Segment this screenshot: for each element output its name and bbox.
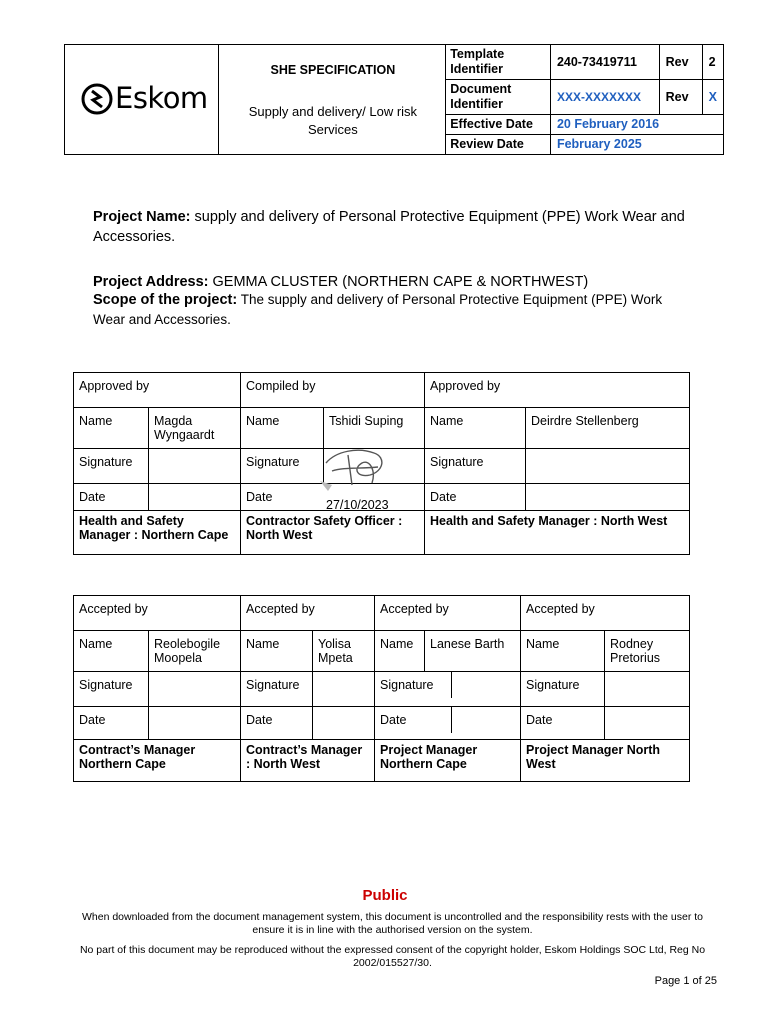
signature-label-2: Signature (241, 449, 324, 484)
approved-by-heading-1: Approved by (74, 373, 241, 408)
project-address-value: GEMMA CLUSTER (NORTHERN CAPE & NORTHWEST) (208, 274, 589, 290)
date-label-2: Date (246, 490, 273, 504)
signature-cell-3 (526, 449, 690, 484)
date-cell-2 (313, 707, 375, 740)
rev-value-2: X (702, 80, 723, 115)
review-date-value: February 2025 (550, 135, 723, 155)
rev-label-2: Rev (659, 80, 702, 115)
project-scope-value: The supply and delivery of Personal Protective Equipment (PPE) Work Wear and Accessories. (93, 292, 663, 327)
signature-label-3: Signature (425, 449, 526, 484)
name-label-3: Name (425, 408, 526, 449)
name-label-4: Name (521, 631, 605, 672)
approver-role-1: Health and Safety Manager : Northern Cape (74, 511, 241, 555)
approver-name-2: Deirdre Stellenberg (526, 408, 690, 449)
date-label-4: Date (521, 707, 605, 740)
project-address-label: Project Address: (93, 274, 209, 290)
approver-name-1: Magda Wyngaardt (149, 408, 241, 449)
name-label-2: Name (241, 408, 324, 449)
acceptance-table (73, 595, 690, 782)
acceptor-role-2: Contract’s Manager : North West (241, 740, 375, 782)
acceptor-role-3: Project Manager Northern Cape (375, 740, 521, 782)
project-address-paragraph (93, 272, 713, 292)
template-identifier-label: Template Identifier (446, 45, 551, 80)
template-identifier-value: 240-73419711 (550, 45, 659, 80)
project-name-label: Project Name: (93, 209, 191, 225)
page-number: Page 1 of 25 (654, 975, 717, 987)
date-label-1: Date (74, 484, 149, 511)
date-cell-3 (375, 707, 521, 740)
project-scope-label: Scope of the project: (93, 292, 238, 308)
copyright-notice: No part of this document may be reproduced without the expressed consent of the copyright holder, Eskom Holdings SOC Ltd, Reg No 2002/015527/30. (79, 944, 706, 969)
rev-value-1: 2 (702, 45, 723, 80)
classification-label: Public (362, 887, 408, 904)
date-cell-1 (149, 484, 241, 511)
eskom-wordmark: Eskom (115, 81, 208, 115)
effective-date-label: Effective Date (446, 115, 551, 135)
acceptor-name-2: Yolisa Mpeta (313, 631, 375, 672)
eskom-logo-icon (81, 83, 113, 115)
signature-cell-4 (605, 672, 690, 707)
project-name-paragraph (93, 207, 693, 247)
document-identifier-value: XXX-XXXXXXX (550, 80, 659, 115)
signature-cell-3 (375, 672, 521, 707)
signature-cell-1 (149, 449, 241, 484)
signature-label-3: Signature (375, 672, 452, 698)
signature-cell-2 (324, 449, 425, 484)
accepted-by-heading-1: Accepted by (74, 596, 241, 631)
compiled-date-value: 27/10/2023 (326, 498, 389, 512)
signature-label-4: Signature (521, 672, 605, 707)
date-label-3: Date (425, 484, 526, 511)
date-cell-4 (605, 707, 690, 740)
logo-cell (65, 45, 219, 155)
signature-label-2: Signature (241, 672, 313, 707)
acceptor-name-4: Rodney Pretorius (605, 631, 690, 672)
compiler-name: Tshidi Suping (324, 408, 425, 449)
accepted-by-heading-4: Accepted by (521, 596, 690, 631)
document-identifier-label: Document Identifier (446, 80, 551, 115)
signature-cell-2 (313, 672, 375, 707)
date-cell-2 (241, 484, 425, 511)
effective-date-value: 20 February 2016 (550, 115, 723, 135)
project-name-value: supply and delivery of Personal Protective Equipment (PPE) Work Wear and Accessories. (93, 209, 685, 245)
name-label-1: Name (74, 408, 149, 449)
date-label-1: Date (74, 707, 149, 740)
spec-subtitle: Supply and delivery/ Low risk Services (248, 104, 418, 137)
uncontrolled-notice: When downloaded from the document management system, this document is uncontrolled and the responsibility rests with the user to ensure it is in line with the authorised version on the system. (82, 911, 703, 936)
approved-by-heading-2: Approved by (425, 373, 690, 408)
compiler-role: Contractor Safety Officer : North West (241, 511, 425, 555)
name-label-1: Name (74, 631, 149, 672)
approval-table (73, 372, 690, 555)
spec-title: SHE SPECIFICATION (270, 63, 396, 77)
signature-cell-1 (149, 672, 241, 707)
signature-label-1: Signature (74, 672, 149, 707)
name-label-3: Name (375, 631, 425, 672)
accepted-by-heading-3: Accepted by (375, 596, 521, 631)
date-label-2: Date (241, 707, 313, 740)
acceptor-role-4: Project Manager North West (521, 740, 690, 782)
accepted-by-heading-2: Accepted by (241, 596, 375, 631)
date-cell-1 (149, 707, 241, 740)
compiled-by-heading: Compiled by (241, 373, 425, 408)
signature-label-1: Signature (74, 449, 149, 484)
spec-cell (218, 45, 445, 155)
rev-label-1: Rev (659, 45, 702, 80)
acceptor-name-1: Reolebogile Moopela (149, 631, 241, 672)
project-scope-paragraph (93, 290, 693, 330)
approver-role-2: Health and Safety Manager : North West (425, 511, 690, 555)
date-label-3: Date (375, 707, 452, 733)
review-date-label: Review Date (446, 135, 551, 155)
acceptor-role-1: Contract’s Manager Northern Cape (74, 740, 241, 782)
date-cell-3 (526, 484, 690, 511)
document-header-table (64, 44, 724, 155)
acceptor-name-3: Lanese Barth (425, 631, 521, 672)
name-label-2: Name (241, 631, 313, 672)
